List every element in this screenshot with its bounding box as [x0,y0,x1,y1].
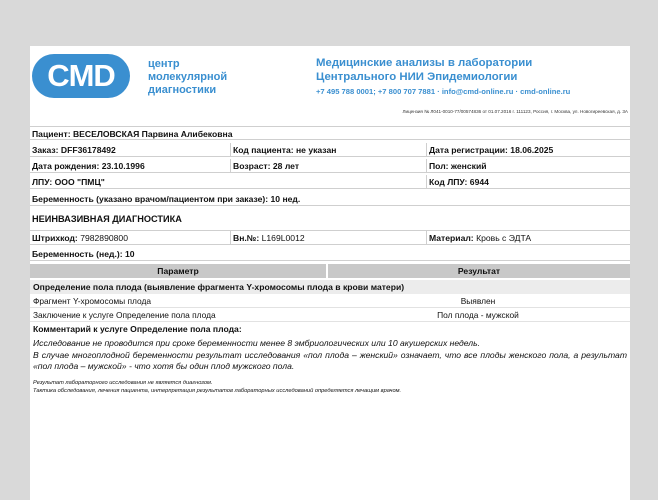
sex: Пол: женский [426,159,630,172]
internal-number [230,231,426,244]
barcode-label: Штрихкод: [32,233,78,243]
order-value: DFF36178492 [60,145,116,155]
comment-line: Исследование не проводится при сроке беременности менее 8 эмбриологических или 10 акушерских недель. [33,338,481,348]
pregnancy-info: Беременность (указано врачом/пациентом при заказе): 10 нед. [32,194,301,204]
order-cell [30,143,230,156]
lpu-code: Код ЛПУ: 6944 [426,175,630,188]
registration-date: Дата регистрации: 18.06.2025 [426,143,630,156]
row-result: Пол плода - мужской [437,310,519,320]
material-label: Материал: [429,233,474,243]
material [426,231,630,244]
barcode-value: 7982890800 [80,233,128,243]
patient-name-row [30,126,630,140]
column-parameter: Параметр [157,266,199,276]
row-param: Фрагмент Y-хромосомы плода [33,296,152,306]
footnote-line: Тактика обследования, лечения пациента, интерпретация результатов лабораторных исследований определяется лечащим врачом. [33,388,402,394]
report-sheet [30,46,630,500]
pregnancy-weeks-row [30,247,630,261]
row-result: Выявлен [460,296,496,306]
birth-row [30,159,630,173]
brand-name-line: диагностики [148,84,217,96]
patient-name: Пациент: ВЕСЕЛОВСКАЯ Парвина Алибековна [32,129,233,139]
footnote [33,379,627,395]
table-row [30,295,630,308]
age: Возраст: 28 лет [230,159,426,172]
footnote-line: Результат лабораторного исследования не является диагнозом. [33,380,213,386]
row-param: Заключение к услуге Определение пола плода [33,310,216,320]
column-result: Результат [326,264,630,278]
brand-name-line: молекулярной [148,71,228,83]
material-value: Кровь с ЭДТА [476,233,532,243]
license-text: Лицензия № Л041-0010-77/00574836 от 01.07.2016 г. 111123, Россия, г. Москва, ул. Новогиреевская, д. 3А [402,109,628,114]
lab-contacts: +7 495 788 0001; +7 800 707 7881 · info@cmd-online.ru · cmd-online.ru [316,87,571,96]
comment-line: В случае многоплодной беременности результат исследования «пол плода – женский» означает, что все плоды женского пола, а результат «пол плода – мужской» - что хотя бы один плод мужского пола. [33,349,627,371]
sample-row [30,230,630,245]
brand-name-line: центр [148,58,180,70]
section-title-row [30,212,630,228]
lpu: ЛПУ: ООО "ПМЦ" [32,177,105,187]
lab-title-line: Медицинские анализы в лаборатории [316,57,533,69]
cmd-logo [32,54,130,98]
table-row [30,309,630,322]
results-header [30,264,630,278]
lpu-row [30,175,630,189]
logo-text: CMD [47,58,115,93]
lab-title-line: Центрального НИИ Эпидемиологии [316,71,518,83]
internal-value: L169L0012 [261,233,305,243]
comment-title: Комментарий к услуге Определение пола плода: [33,324,242,334]
pregnancy-row [30,192,630,206]
brand-name [148,58,248,97]
pregnancy-weeks: Беременность (нед.): 10 [32,249,135,259]
order-label: Заказ: [32,145,59,155]
internal-label: Вн.№: [233,233,260,243]
order-row [30,143,630,157]
test-title: Определение пола плода (выявление фрагмента Y-хромосомы плода в крови матери) [30,280,630,294]
section-title: НЕИНВАЗИВНАЯ ДИАГНОСТИКА [32,214,182,224]
lab-title [316,56,630,84]
patient-code: Код пациента: не указан [230,143,426,156]
barcode [30,231,230,244]
comment-text [33,338,627,373]
birth-date: Дата рождения: 23.10.1996 [32,161,145,171]
